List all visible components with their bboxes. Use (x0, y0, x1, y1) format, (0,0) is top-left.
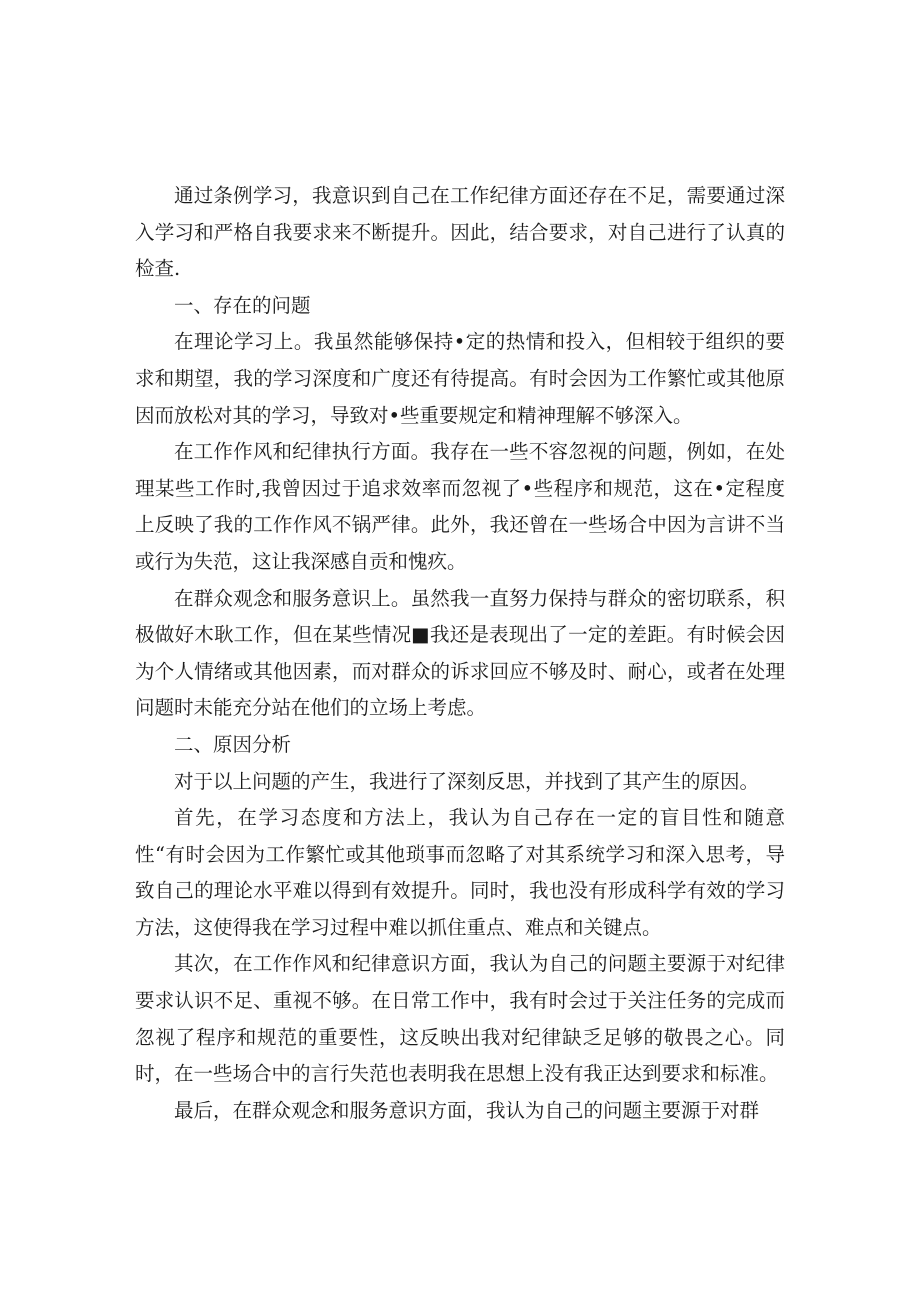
paragraph-mass-service: 在群众观念和服务意识上。虽然我一直努力保持与群众的密切联系，积极做好木耿工作，但在某些情况■我还是表现出了一定的差距。有时候会因为个人情绪或其他因素，而对群众的诉求回应不够及时、耐心，或者在处理问题时未能充分站在他们的立场上考虑。 (135, 586, 785, 720)
paragraph-second-cause: 其次，在工作作风和纪律意识方面，我认为自己的问题主要源于对纪律要求认识不足、重视不够。在日常工作中，我有时会过于关注任务的完成而忽视了程序和规范的重要性，这反映出我对纪律缺乏足够的敬畏之心。同时，在一些场合中的言行失范也表明我在思想上没有我正达到要求和标准。 (135, 952, 785, 1086)
paragraph-work-style: 在工作作风和纪律执行方面。我存在一些不容忽视的问题，例如，在处理某些工作时,我曾因过于追求效率而忽视了•些程序和规范，这在•定程度上反映了我的工作作风不锅严律。此外，我还曾在一些场合中因为言讲不当或行为失范，这让我深感自贡和愧疚。 (135, 440, 785, 573)
section-heading-problems: 一、存在的问题 (174, 293, 311, 317)
document-body (135, 178, 785, 1129)
paragraph-causes-intro: 对于以上问题的产生，我进行了深刻反思，并找到了其产生的原因。 (174, 769, 760, 793)
paragraph-first-cause: 首先，在学习态度和方法上，我认为自己存在一定的盲目性和随意性“有时会因为工作繁忙或其他琐事而忽略了对其系统学习和深入思考，导致自己的理论水平难以得到有效提升。同时，我也没有形成科学有效的学习方法，这使得我在学习过程中难以抓住重点、难点和关键点。 (135, 806, 785, 939)
paragraph-theory-study: 在理论学习上。我虽然能够保持•定的热情和投入，但相较于组织的要求和期望，我的学习深度和广度还有待提高。有时会因为工作繁忙或其他原因而放松对其的学习，导致对•些重要规定和精神理解不够深入。 (135, 330, 785, 427)
paragraph-last-cause: 最后，在群众观念和服务意识方面，我认为自己的问题主要源于对群 (174, 1098, 760, 1122)
intro-paragraph: 通过条例学习，我意识到自己在工作纪律方面还存在不足，需要通过深入学习和严格自我要求来不断提升。因此，结合要求，对自己进行了认真的检查. (135, 184, 785, 281)
section-heading-causes: 二、原因分析 (174, 732, 292, 756)
